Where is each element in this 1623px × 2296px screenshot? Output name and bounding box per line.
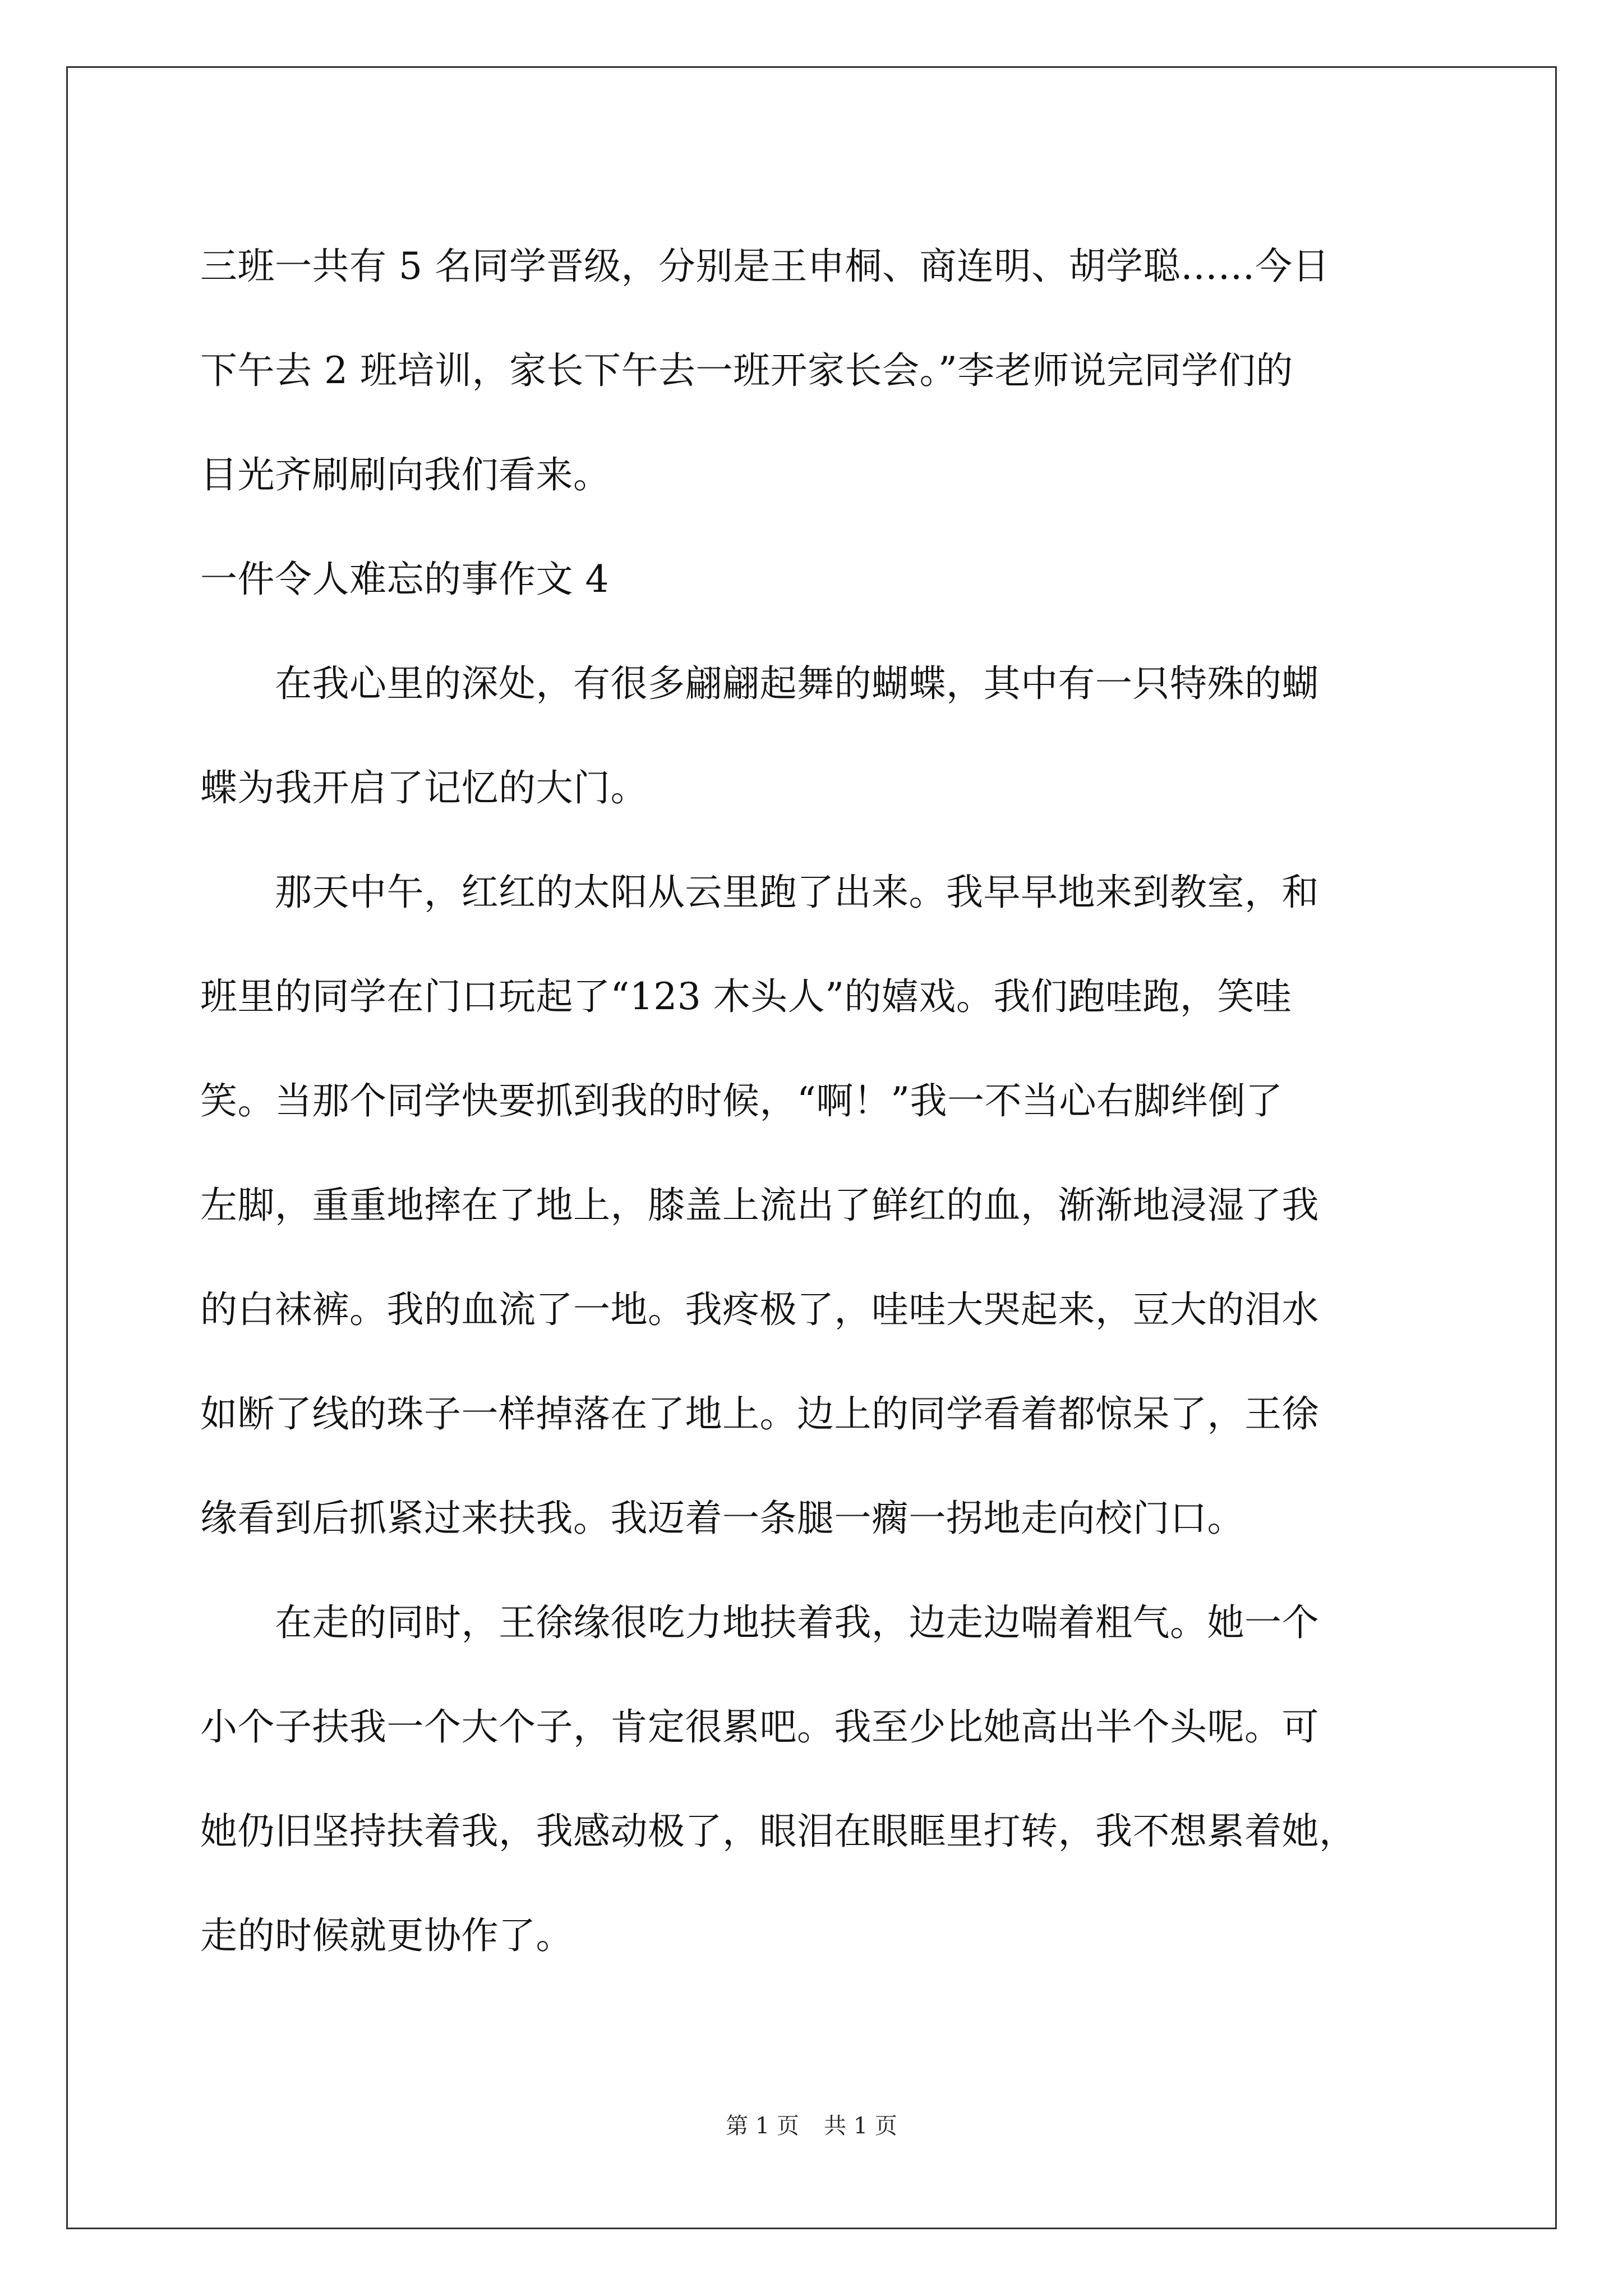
text-line: 在我心里的深处，有很多翩翩起舞的蝴蝶，其中有一只特殊的蝴: [200, 662, 1319, 705]
text-line: 左脚，重重地摔在了地上，膝盖上流出了鲜红的血，渐渐地浸湿了我: [200, 1184, 1319, 1227]
text-line: 班里的同学在门口玩起了“123 木头人”的嬉戏。我们跑哇跑，笑哇: [200, 975, 1292, 1018]
text-line: 的白袜裤。我的血流了一地。我疼极了，哇哇大哭起来，豆大的泪水: [200, 1288, 1319, 1331]
text-line: 如断了线的珠子一样掉落在了地上。边上的同学看着都惊呆了，王徐: [200, 1392, 1319, 1435]
page-number: 第 1 页: [726, 2113, 799, 2139]
text-line: 她仍旧坚持扶着我，我感动极了，眼泪在眼眶里打转，我不想累着她，: [200, 1810, 1357, 1853]
text-line: 蝶为我开启了记忆的大门。: [200, 766, 648, 809]
document-body: [200, 214, 1434, 1988]
page-total: 共 1 页: [824, 2113, 897, 2139]
text-line: 目光齐刷刷向我们看来。: [200, 453, 611, 496]
text-line: 在走的同时，王徐缘很吃力地扶着我，边走边喘着粗气。她一个: [200, 1601, 1319, 1644]
text-line: 走的时候就更协作了。: [200, 1914, 573, 1957]
text-line: 下午去 2 班培训，家长下午去一班开家长会。”李老师说完同学们的: [200, 349, 1293, 392]
text-line: 笑。当那个同学快要抓到我的时候，“啊！”我一不当心右脚绊倒了: [200, 1079, 1283, 1122]
text-line: 三班一共有 5 名同学晋级，分别是王申桐、商连明、胡学聪……今日: [200, 245, 1330, 288]
text-line: 小个子扶我一个大个子，肯定很累吧。我至少比她高出半个头呢。可: [200, 1705, 1319, 1749]
text-line: 那天中午，红红的太阳从云里跑了出来。我早早地来到教室，和: [200, 871, 1319, 914]
page-footer: [0, 2112, 1623, 2140]
text-line: 缘看到后抓紧过来扶我。我迈着一条腿一瘸一拐地走向校门口。: [200, 1497, 1244, 1540]
section-heading: 一件令人难忘的事作文 4: [200, 558, 609, 601]
